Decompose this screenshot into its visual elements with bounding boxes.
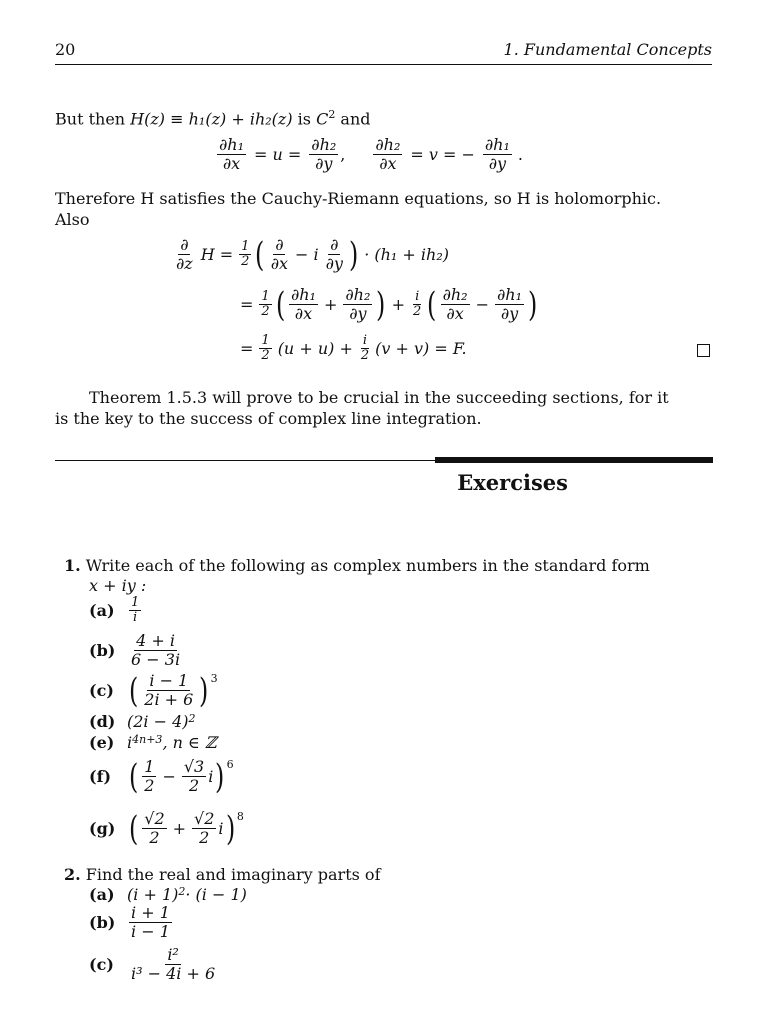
cauchy-riemann-paragraph: Therefore H satisfies the Cauchy-Riemann equations, so H is holomorphic. Also	[55, 189, 662, 229]
exercise-2b: (b) $\frac{i + 1}{i - 1}$	[89, 903, 170, 941]
equation-dz-line2: = $\frac{1}{2}$ ( $\frac{\text{∂h₁}}{\partial x}$ + $\frac{\text{∂h₂}}{\partial y}$ ) + $\frac{i}{2}$ ( $\frac{\text{∂h₂}}{\partial x}$ − $\frac{\text{∂h₁}}{\partial y}$ )	[240, 284, 538, 325]
exercise-1-form: x + iy :	[89, 576, 147, 595]
exercise-1d: (d) (2i − 4) 2	[89, 712, 196, 731]
exercise-2c: (c) $\frac{\text{i²}}{\text{i³ − 4i + 6}}$	[89, 945, 216, 983]
section-rule-thin	[55, 460, 435, 461]
exercise-1c: (c) ( $\frac{i - 1}{2i + 6}$ ) 3	[89, 670, 218, 711]
exercise-1: 1. Write each of the following as complex numbers in the standard form	[64, 556, 650, 575]
h-definition: H(z) ≡ h₁(z) + ih₂(z)	[130, 109, 293, 129]
exercise-1f: (f) ( $\frac{1}{2}$ − $\frac{√3}{2}$ i ) 6	[89, 756, 234, 797]
exercise-1b: (b) $\frac{4 + i}{6 - 3i}$	[89, 631, 181, 669]
equation-partials: $\frac{\text{∂h₁}}{\partial x}$ = u = $\frac{\text{∂h₂}}{\partial y}$ , $\frac{\text{∂h₂}}{\partial x}$ = v = − $\frac{\text{∂h₁}}{\partial y}$ .	[219, 135, 523, 173]
exercise-2a: (a) (i + 1) 2 · (i − 1)	[89, 885, 247, 904]
exercise-1e: (e) i 4n+3 , n ∈ ℤ	[89, 733, 217, 752]
equation-dz-line1: $\frac{\partial}{\partial z}$ H = $\frac{1}{2}$ ( $\frac{\partial}{\partial x}$ − i $\frac{\partial}{\partial y}$ ) · (h₁ + ih₂)	[176, 234, 449, 275]
exercise-1g: (g) ( $\frac{√2}{2}$ + $\frac{√2}{2}$ i ) 8	[89, 808, 244, 849]
exercise-1a: (a) $\frac{1}{i}$	[89, 595, 140, 625]
page-header	[55, 40, 712, 65]
section-rule-thick	[435, 457, 713, 463]
theorem-paragraph: Theorem 1.5.3 will prove to be crucial in the succeeding sections, for it is the key to the success of complex line integration.	[55, 388, 669, 428]
page-number: 20	[55, 40, 76, 59]
equation-dz-line3: = $\frac{1}{2}$ (u + u) + $\frac{i}{2}$ (v + v) = F.	[240, 333, 467, 363]
intro-line: But then H(z) ≡ h₁(z) + ih₂(z) is $C^2$ and	[55, 108, 371, 129]
exercise-2: 2. Find the real and imaginary parts of	[64, 865, 381, 884]
qed-square-icon	[697, 344, 710, 357]
running-head: 1. Fundamental Concepts	[503, 40, 712, 59]
section-title: Exercises	[457, 470, 568, 495]
